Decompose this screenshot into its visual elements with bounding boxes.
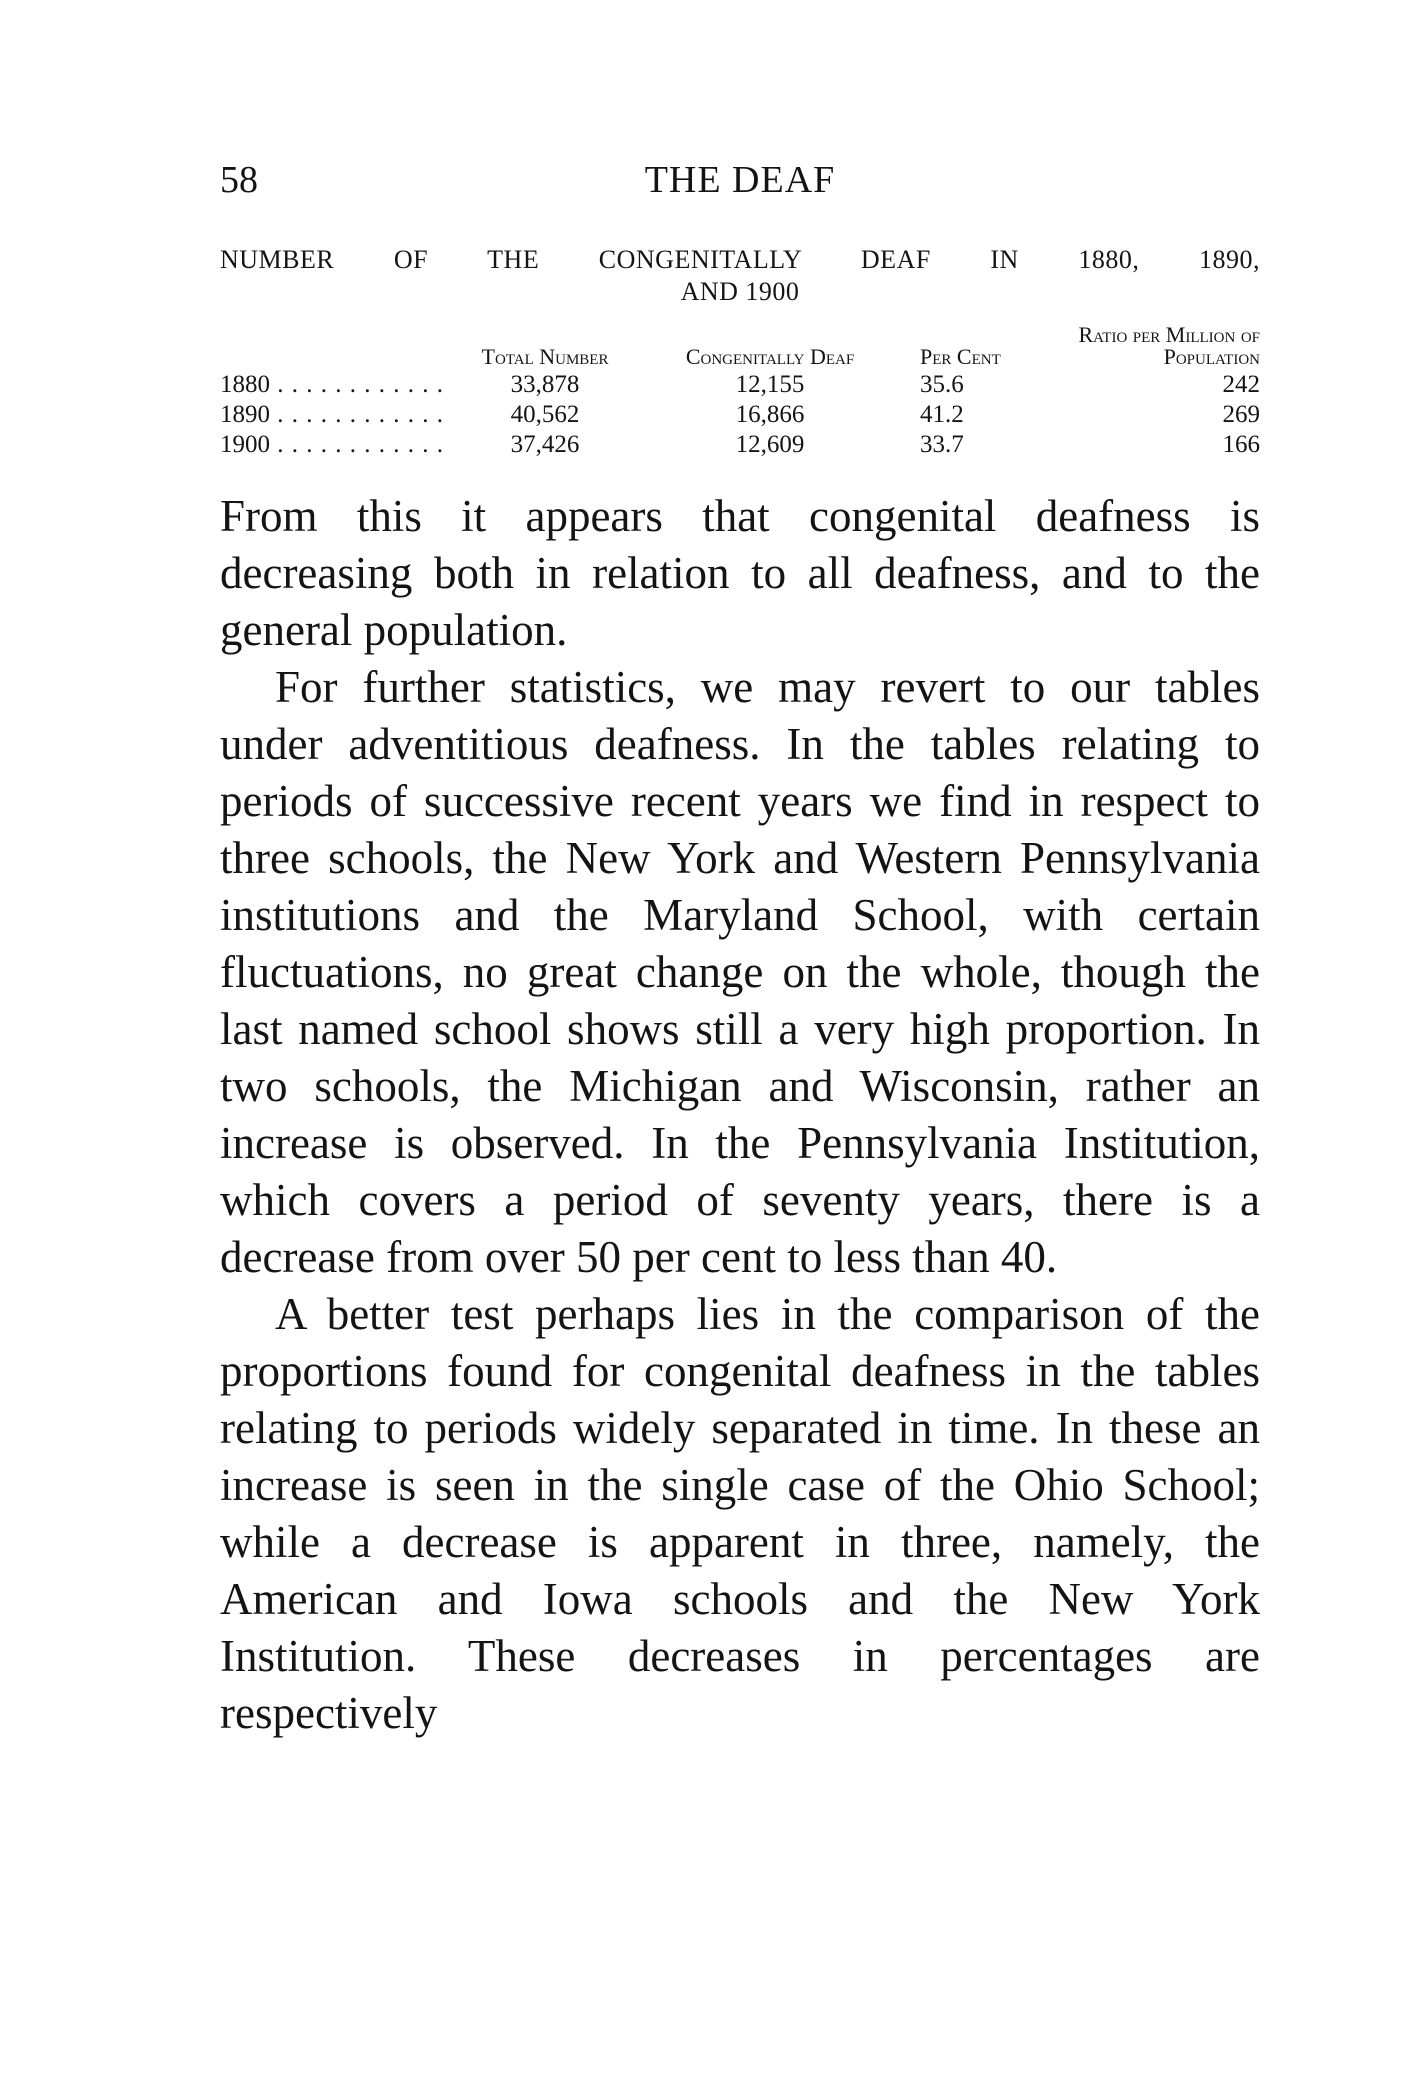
table-title-line-2: AND 1900 — [680, 277, 800, 306]
table-header-row — [220, 324, 1260, 370]
year-cell: 1880 . . . — [220, 370, 470, 400]
running-head — [220, 160, 1260, 220]
congenital-cell: 12,609 — [735, 431, 805, 458]
year-cell: 1890 . . . — [220, 400, 470, 430]
total-cell: 37,426 — [510, 431, 580, 458]
congenitally-deaf-header: Congenitally Deaf — [685, 344, 855, 369]
per-cent-header: Per Cent — [920, 344, 1001, 369]
book-page — [220, 160, 1260, 1742]
congenital-cell: 12,155 — [735, 371, 805, 398]
paragraph: A better test perhaps lies in the comparison of the proportions found for congenital deafness in the tables relating to periods widely separated in time. In these an increase is seen in the single case of the Ohio School; while a decrease is apparent in three, namely, the American and Iowa schools and the New York Institution. These decreases in percentages are respectively — [220, 1289, 1260, 1738]
year-cell: 1900 . . . — [220, 430, 470, 460]
percent-cell: 35.6 — [920, 371, 964, 398]
paragraph: For further statistics, we may revert to our tables under adventitious deafness. In the tables relating to periods of successive recent years we find in respect to three schools, the New York and Western Pennsylvania institutions and the Maryland School, with certain fluctuations, no great change on the whole, though the last named school shows still a very high proportion. In two schools, the Michigan and Wisconsin, rather an increase is observed. In the Pennsylvania Institution, which covers a period of seventy years, there is a decrease from over 50 per cent to less than 40. — [220, 662, 1260, 1282]
running-title: THE DEAF — [644, 159, 836, 201]
table-row — [220, 370, 1260, 400]
percent-cell: 41.2 — [920, 401, 964, 428]
year-column-header — [220, 324, 470, 370]
ratio-cell: 242 — [1222, 371, 1260, 398]
congenital-cell: 16,866 — [735, 401, 805, 428]
percent-cell: 33.7 — [920, 431, 964, 458]
table-row — [220, 400, 1260, 430]
page-number: 58 — [220, 159, 258, 201]
table-title-line-1: NUMBER OF THE CONGENITALLY DEAF IN 1880, 1890, — [220, 245, 1260, 274]
total-cell: 33,878 — [510, 371, 580, 398]
body-text — [220, 488, 1260, 1742]
table-title — [220, 244, 1260, 308]
paragraph: From this it appears that congenital deafness is decreasing both in relation to all deafness, and to the general population. — [220, 491, 1260, 655]
ratio-per-million-header: Ratio per Million of Population — [1078, 322, 1260, 369]
total-number-header: Total Number — [481, 344, 609, 369]
ratio-cell: 269 — [1222, 401, 1260, 428]
ratio-cell: 166 — [1222, 431, 1260, 458]
total-cell: 40,562 — [510, 401, 580, 428]
congenital-deaf-table — [220, 324, 1260, 460]
table-row — [220, 430, 1260, 460]
